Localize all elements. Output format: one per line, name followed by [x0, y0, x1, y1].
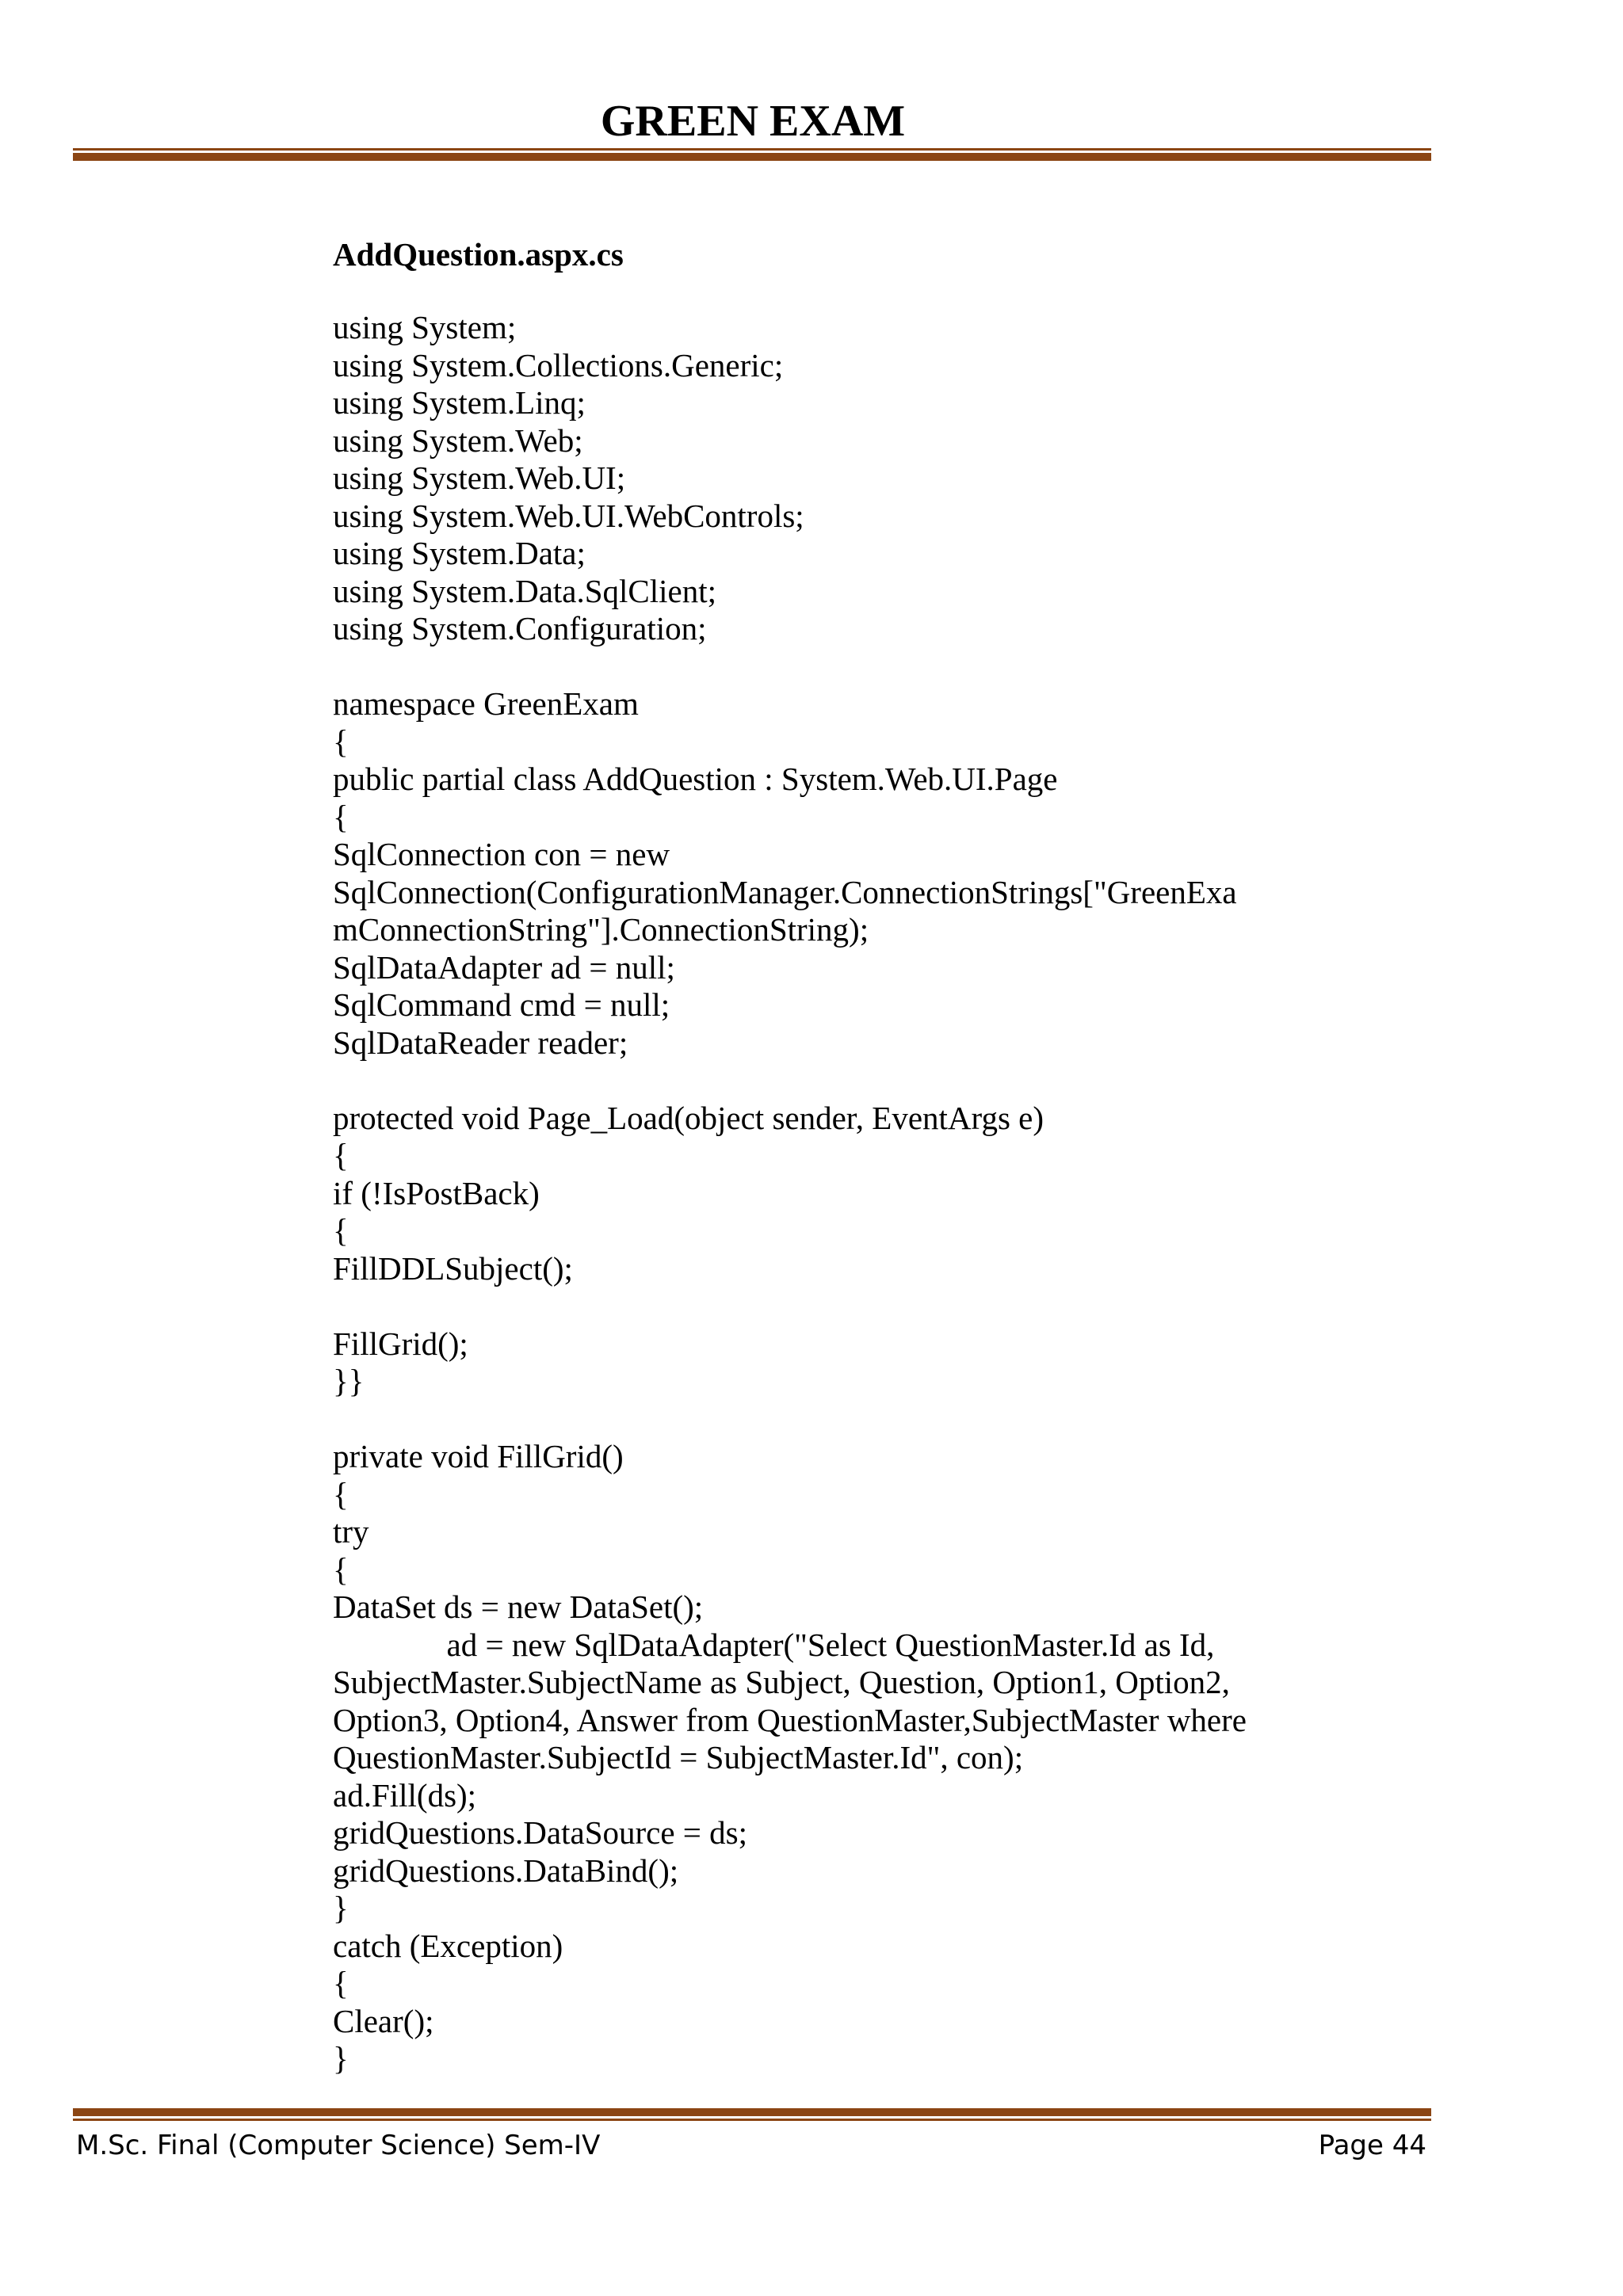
code-line: using System.Collections.Generic; — [333, 346, 784, 383]
footer-course-label: M.Sc. Final (Computer Science) Sem-IV — [76, 2130, 601, 2161]
code-line: { — [333, 1137, 349, 1173]
code-line: using System; — [333, 309, 517, 345]
header-rule-thick — [73, 153, 1431, 161]
code-line: using System.Linq; — [333, 384, 586, 421]
code-line: FillDDLSubject(); — [333, 1249, 573, 1287]
code-line: gridQuestions.DataSource = ds; — [333, 1814, 748, 1851]
code-line: gridQuestions.DataBind(); — [333, 1852, 679, 1889]
code-line: FillGrid(); — [333, 1325, 468, 1362]
blank-line — [333, 1401, 1442, 1439]
code-line: using System.Web; — [333, 421, 583, 459]
code-line: } — [333, 1890, 349, 1926]
code-line: SqlConnection con = new — [333, 836, 670, 872]
code-line: using System.Data.SqlClient; — [333, 572, 717, 609]
heading-spacer — [333, 274, 1442, 309]
code-line: using System.Web.UI.WebControls; — [333, 497, 804, 534]
footer-rule-thick — [73, 2108, 1431, 2116]
code-line: using System.Web.UI; — [333, 460, 626, 496]
code-line: { — [333, 723, 349, 760]
code-line: catch (Exception) — [333, 1927, 563, 1964]
code-line: Option3, Option4, Answer from QuestionMaster,SubjectMaster where — [333, 1701, 1247, 1738]
code-line: namespace GreenExam — [333, 685, 639, 722]
code-line: { — [333, 1212, 349, 1249]
code-line: protected void Page_Load(object sender, EventArgs e) — [333, 1099, 1044, 1136]
code-line: { — [333, 1475, 349, 1512]
code-line: if (!IsPostBack) — [333, 1174, 540, 1211]
footer-page-number: Page 44 — [1318, 2130, 1426, 2161]
header-rule — [73, 148, 1431, 161]
code-line: DataSet ds = new DataSet(); — [333, 1589, 704, 1625]
footer-rule — [73, 2108, 1431, 2121]
code-line: try — [333, 1513, 369, 1550]
code-line: using System.Data; — [333, 535, 586, 571]
code-line: SubjectMaster.SubjectName as Subject, Question, Option1, Option2, — [333, 1664, 1230, 1700]
document-body — [333, 235, 1442, 2078]
code-line: }} — [333, 1363, 365, 1399]
code-line: ad.Fill(ds); — [333, 1776, 477, 1814]
blank-line — [333, 1062, 1442, 1100]
blank-line — [333, 1287, 1442, 1325]
code-line: } — [333, 2040, 349, 2077]
blank-line — [333, 648, 1442, 686]
code-line: { — [333, 798, 349, 835]
code-line: QuestionMaster.SubjectId = SubjectMaster.Id", con); — [333, 1739, 1024, 1775]
code-line: { — [333, 1550, 349, 1588]
page-header-title: GREEN EXAM — [600, 97, 906, 146]
code-line: ad = new SqlDataAdapter("Select QuestionMaster.Id as Id, — [333, 1626, 1215, 1663]
footer-rule-thin — [73, 2119, 1431, 2121]
code-line: SqlDataReader reader; — [333, 1024, 628, 1061]
code-line: private void FillGrid() — [333, 1438, 624, 1474]
code-line: SqlDataAdapter ad = null; — [333, 948, 675, 986]
code-line: public partial class AddQuestion : System.Web.UI.Page — [333, 761, 1058, 797]
code-line: { — [333, 1965, 349, 2001]
code-block — [333, 309, 1442, 2078]
code-line: SqlCommand cmd = null; — [333, 986, 670, 1023]
code-line: mConnectionString"].ConnectionString); — [333, 911, 869, 948]
code-line: SqlConnection(ConfigurationManager.ConnectionStrings["GreenExa — [333, 873, 1237, 910]
file-heading: AddQuestion.aspx.cs — [333, 236, 624, 273]
code-line: using System.Configuration; — [333, 610, 707, 646]
code-line: Clear(); — [333, 2002, 434, 2039]
